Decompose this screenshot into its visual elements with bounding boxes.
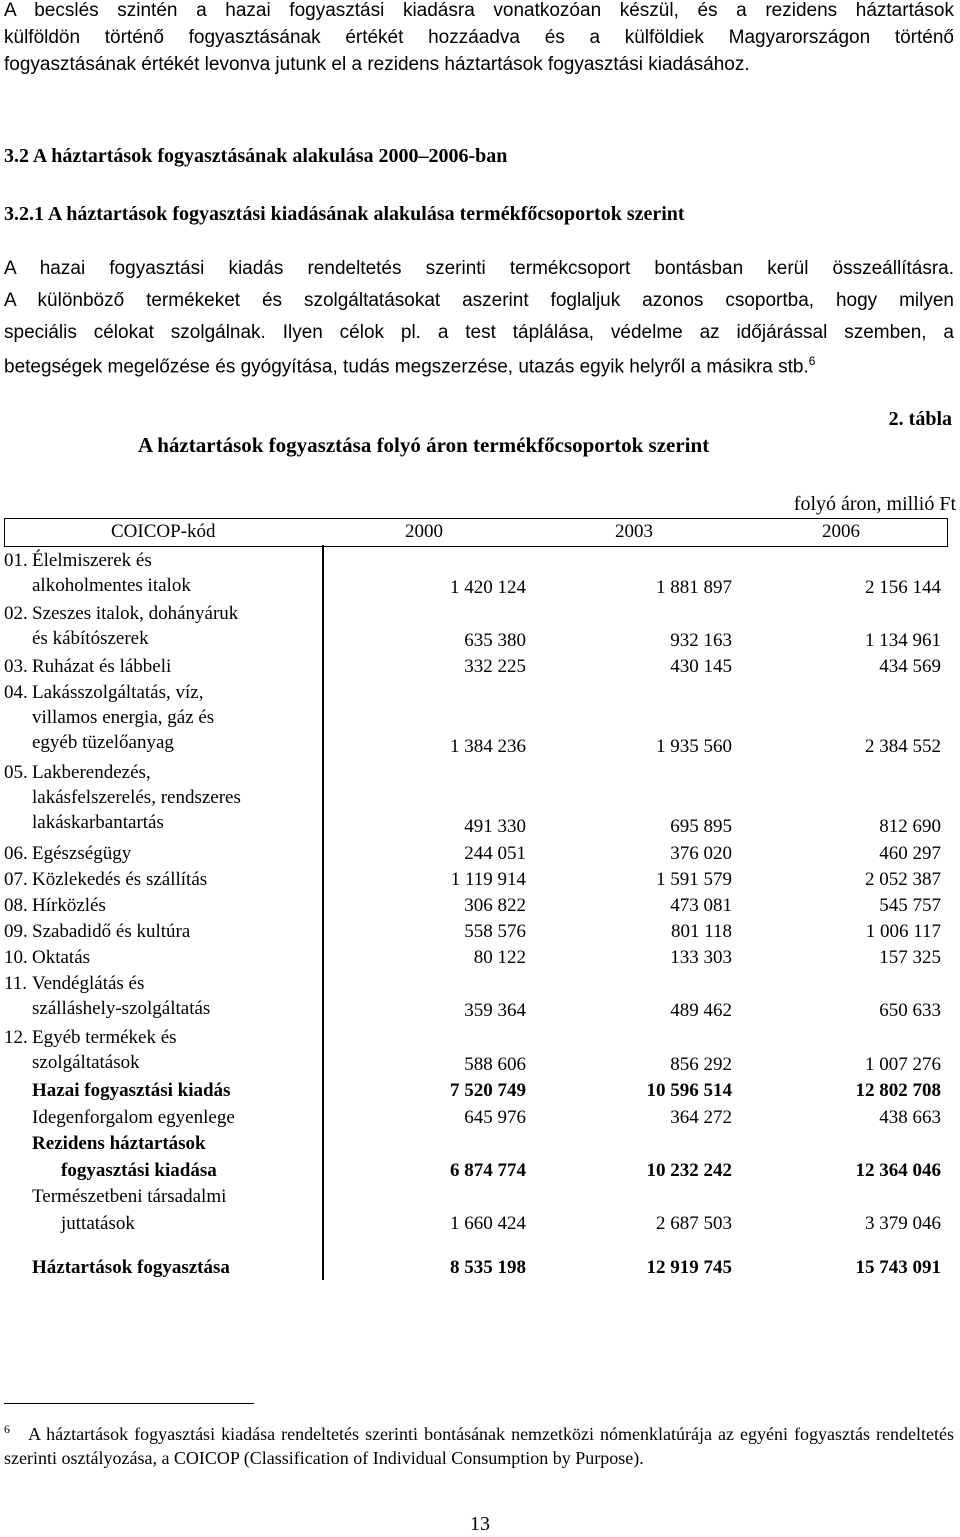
cell-2000: 8 535 198 [450,1257,526,1278]
row-label: Egészségügy [32,843,132,864]
cell-2000: 491 330 [464,816,526,837]
cell-2000: 645 976 [464,1107,526,1128]
cell-2006: 2 052 387 [865,869,941,890]
cell-2003: 1 591 579 [656,869,732,890]
cell-2000: 332 225 [464,656,526,677]
row-label: Egyéb termékek és [32,1027,177,1048]
cell-2003: 932 163 [670,630,732,651]
cell-2006: 812 690 [879,816,941,837]
cell-2006: 12 802 708 [855,1080,941,1101]
cell-2000: 306 822 [464,895,526,916]
table-title: A háztartások fogyasztása folyó áron termékfőcsoportok szerint [138,433,710,457]
page-number: 13 [470,1513,490,1535]
intro-line-2: külföldön történő fogyasztásának értékét hozzáadva és a külföldiek Magyarországon történő [4,27,954,48]
row-code: 06. [4,843,28,864]
row-code: 09. [4,921,28,942]
intro-line-3: fogyasztásának értékét levonva jutunk el a rezidens háztartások fogyasztási kiadásához. [4,54,750,75]
table-header [4,518,948,547]
row-code: 04. [4,682,28,703]
cell-2000: 1 420 124 [450,577,526,598]
row-code: 01. [4,550,28,571]
table-unit: folyó áron, millió Ft [793,493,956,515]
cell-2003: 133 303 [670,947,732,968]
row-label: villamos energia, gáz és [32,707,215,728]
cell-2003: 1 881 897 [656,577,732,598]
row-label: fogyasztási kiadása [61,1160,217,1181]
body-line-1: A hazai fogyasztási kiadás rendeltetés szerinti termékcsoport bontásban kerül összeállításra. [4,258,954,279]
cell-2003: 376 020 [670,843,732,864]
cell-2003: 364 272 [670,1107,732,1128]
header-code: COICOP-kód [111,521,216,542]
cell-2000: 1 119 914 [450,869,526,890]
row-code: 08. [4,895,28,916]
cell-2003: 856 292 [670,1054,732,1075]
cell-2000: 635 380 [464,630,526,651]
cell-2000: 359 364 [464,1000,526,1021]
intro-line-1: A becslés szintén a hazai fogyasztási kiadásra vonatkozóan készül, és a rezidens háztartások [4,0,954,21]
cell-2006: 12 364 046 [855,1160,941,1181]
cell-2006: 157 325 [879,947,941,968]
row-code: 11. [4,973,28,994]
cell-2000: 244 051 [464,843,526,864]
cell-2006: 1 006 117 [865,921,941,942]
body-line-2: A különböző termékeket és szolgáltatásokat aszerint foglaljuk azonos csoportba, hogy milyen [4,290,954,311]
body-line-4-text: betegségek megelőzése és gyógyítása, tudás megszerzése, utazás egyik helyről a másikra stb. [4,356,809,378]
cell-2006: 650 633 [879,1000,941,1021]
cell-2003: 2 687 503 [656,1213,732,1234]
cell-2003: 1 935 560 [656,736,732,757]
footnote-text: A háztartások fogyasztási kiadása rendeltetés szerinti bontásának nemzetközi nómenklatúrája az egyéni fogyasztás rendeltetés szerinti osztályozása, a COICOP (Classification of Individual Consumption by Purpose). [4,1424,954,1468]
row-code: 07. [4,869,28,890]
row-label: Ruházat és lábbeli [32,656,172,677]
cell-2003: 695 895 [670,816,732,837]
section-heading-3-2-1: 3.2.1 A háztartások fogyasztási kiadásának alakulása termékfőcsoportok szerint [4,203,685,225]
footnote [4,1417,954,1470]
row-label: Idegenforgalom egyenlege [32,1107,235,1128]
cell-2000: 1 384 236 [450,736,526,757]
cell-2006: 1 134 961 [865,630,941,651]
table-column-divider [322,545,324,1280]
cell-2006: 2 156 144 [865,577,941,598]
section-heading-3-2: 3.2 A háztartások fogyasztásának alakulása 2000–2006-ban [4,145,508,167]
row-label: Élelmiszerek és [32,550,152,571]
row-label: lakásfelszerelés, rendszeres [32,787,241,808]
cell-2006: 1 007 276 [865,1054,941,1075]
row-label: Szeszes italok, dohányáruk [32,603,239,624]
row-label: szálláshely-szolgáltatás [32,998,211,1019]
row-label: Természetbeni társadalmi [32,1186,227,1207]
row-label: Vendéglátás és [32,973,145,994]
cell-2003: 10 596 514 [646,1080,732,1101]
footnote-number: 6 [4,1422,10,1436]
row-label: Hazai fogyasztási kiadás [32,1080,231,1101]
cell-2000: 558 576 [464,921,526,942]
row-code: 10. [4,947,28,968]
cell-2003: 430 145 [670,656,732,677]
footnote-ref: 6 [808,354,816,368]
cell-2003: 10 232 242 [646,1160,732,1181]
cell-2006: 2 384 552 [865,736,941,757]
body-line-4 [4,354,815,378]
row-label: Rezidens háztartások [32,1133,206,1154]
row-code: 03. [4,656,28,677]
row-label: Oktatás [32,947,91,968]
header-2006: 2006 [822,521,860,542]
row-label: lakáskarbantartás [32,812,164,833]
cell-2000: 6 874 774 [450,1160,526,1181]
row-label: Közlekedés és szállítás [32,869,208,890]
header-2003: 2003 [615,521,653,542]
footnote-rule [4,1403,254,1404]
cell-2003: 801 118 [670,921,732,942]
row-label: és kábítószerek [32,628,149,649]
table-number: 2. tábla [888,408,952,430]
row-label: Lakásszolgáltatás, víz, [32,682,204,703]
row-code: 12. [4,1027,28,1048]
row-label: szolgáltatások [32,1052,140,1073]
row-label: alkoholmentes italok [32,575,191,596]
cell-2003: 489 462 [670,1000,732,1021]
cell-2000: 80 122 [473,947,526,968]
cell-2006: 15 743 091 [855,1257,941,1278]
row-label: Hírközlés [32,895,106,916]
cell-2000: 1 660 424 [450,1213,526,1234]
cell-2006: 3 379 046 [865,1213,941,1234]
cell-2003: 12 919 745 [646,1257,732,1278]
cell-2006: 434 569 [879,656,941,677]
row-label: egyéb tüzelőanyag [32,732,174,753]
row-label: Lakberendezés, [32,762,151,783]
row-label: Háztartások fogyasztása [32,1257,230,1278]
cell-2006: 460 297 [879,843,941,864]
cell-2006: 545 757 [879,895,941,916]
cell-2003: 473 081 [670,895,732,916]
header-2000: 2000 [405,521,443,542]
cell-2000: 588 606 [464,1054,526,1075]
cell-2006: 438 663 [879,1107,941,1128]
row-label: juttatások [61,1213,135,1234]
row-label: Szabadidő és kultúra [32,921,191,942]
row-code: 02. [4,603,28,624]
cell-2000: 7 520 749 [450,1080,526,1101]
body-line-3: speciális célokat szolgálnak. Ilyen célok pl. a test táplálása, védelme az időjárással szemben, a [4,322,954,343]
row-code: 05. [4,762,28,783]
